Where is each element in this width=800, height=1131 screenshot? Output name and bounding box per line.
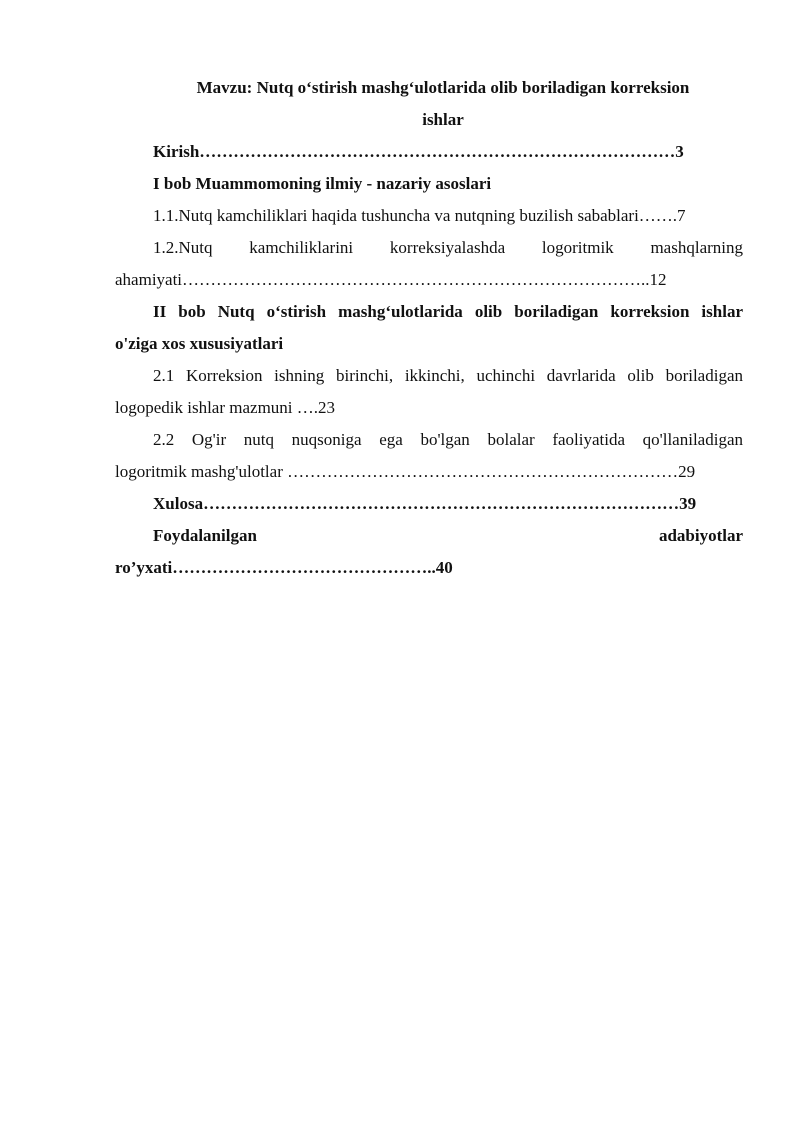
toc-entry-references-line2: ro’yxati………………………………………..40	[115, 558, 453, 577]
toc-entry-references	[115, 520, 743, 584]
toc-entry-references-right: adabiyotlar	[658, 526, 743, 545]
toc-entry-section-2-1-line1	[115, 360, 743, 392]
toc-entry-kirish: Kirish…………………………………………………………………………3	[153, 142, 684, 161]
toc-entry-xulosa: Xulosa…………………………………………………………………………39	[153, 494, 697, 513]
toc-entry-section-2-1-text: 2.1 Korreksion ishning birinchi, ikkinchi, uchinchi davrlarida olib boriladigan	[153, 366, 743, 385]
toc-entry-section-1-2-text: 1.2.Nutq kamchiliklarini korreksiyalashda logoritmik mashqlarning	[153, 238, 743, 257]
page-title	[115, 72, 743, 136]
toc-entry-chapter-2-line1	[115, 296, 743, 328]
toc-entry-section-2-2-text: 2.2 Og'ir nutq nuqsoniga ega bo'lgan bolalar faoliyatida qo'llaniladigan	[153, 430, 743, 449]
toc-entry-section-1-2-line2: ahamiyati………………………………………………………………………..12	[115, 270, 667, 289]
toc-entry-references-left: Foydalanilgan	[153, 526, 257, 545]
title-line-1: Mavzu: Nutq o‘stirish mashg‘ulotlarida olib boriladigan korreksion	[196, 78, 690, 97]
toc-entry-chapter-1: I bob Muammomoning ilmiy - nazariy asoslari	[153, 174, 492, 193]
toc-entry-section-2-1-line2: logopedik ishlar mazmuni ….23	[115, 398, 336, 417]
toc-entry-section-1-2	[115, 232, 743, 296]
title-line-2: ishlar	[422, 110, 464, 129]
toc-entry-section-2-2	[115, 424, 743, 488]
toc-entry-section-2-1	[115, 360, 743, 424]
toc-entry-references-line1	[115, 520, 743, 552]
toc-entry-chapter-2	[115, 296, 743, 360]
toc-entry-section-2-2-line1	[115, 424, 743, 456]
toc-entry-section-2-2-line2: logoritmik mashg'ulotlar ……………………………………………………………29	[115, 462, 696, 481]
toc-entry-chapter-2-line2: o'ziga xos xususiyatlari	[115, 334, 284, 353]
toc-entry-chapter-2-text: II bob Nutq o‘stirish mashg‘ulotlarida olib boriladigan korreksion ishlar	[153, 302, 743, 321]
table-of-contents	[115, 136, 743, 584]
document-page	[115, 72, 743, 584]
toc-entry-section-1-1: 1.1.Nutq kamchiliklari haqida tushuncha va nutqning buzilish sabablari…….7	[153, 206, 686, 225]
toc-entry-section-1-2-line1	[115, 232, 743, 264]
